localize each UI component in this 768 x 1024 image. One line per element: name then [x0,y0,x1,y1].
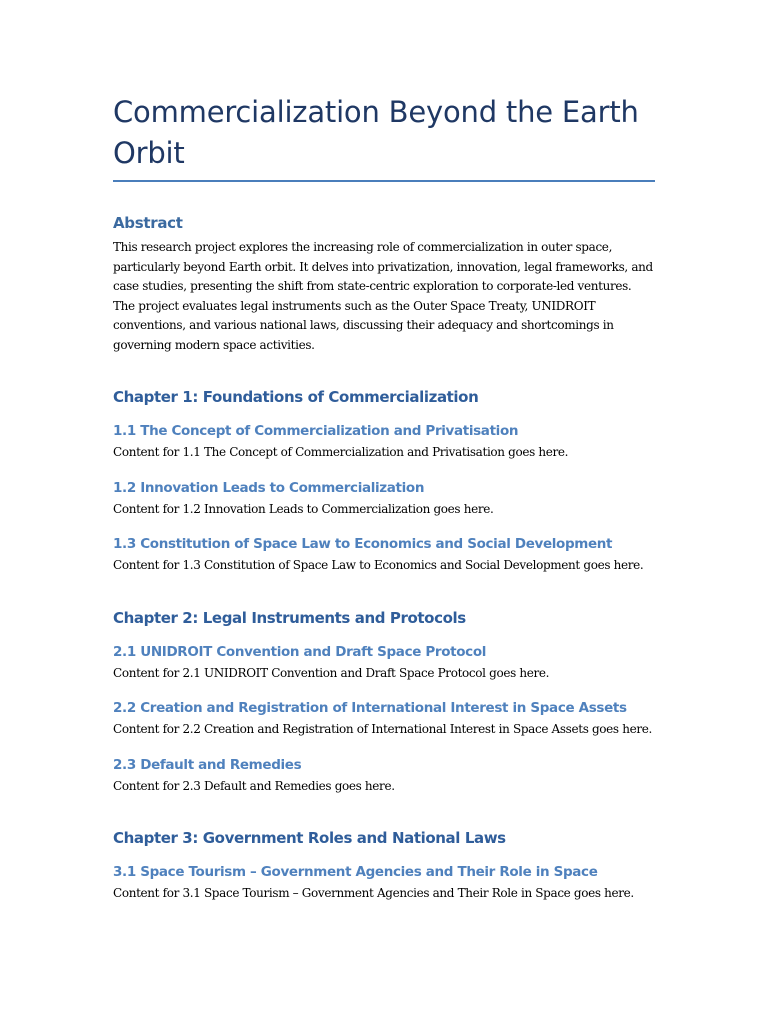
section-heading: 2.1 UNIDROIT Convention and Draft Space Protocol [113,643,487,660]
section-heading: 2.3 Default and Remedies [113,756,302,773]
section-heading: 1.2 Innovation Leads to Commercialization [113,479,425,496]
abstract-text: This research project explores the increasing role of commercialization in outer space, particularly beyond Earth orbit. It delves into privatization, innovation, legal frameworks, and case studies, presenting the shift from state-centric exploration to corporate-led ventures. The project evaluates legal instruments such as the Outer Space Treaty, UNIDROIT conventions, and various national laws, discussing their adequacy and shortcomings in governing modern space activities. [113,240,653,352]
section-content: Content for 2.1 UNIDROIT Convention and Draft Space Protocol goes here. [113,665,550,680]
chapter-2 [113,609,655,797]
chapter-heading: Chapter 2: Legal Instruments and Protocols [113,608,466,627]
section-content: Content for 2.3 Default and Remedies goes here. [113,778,395,793]
section-content: Content for 2.2 Creation and Registration of International Interest in Space Assets goes here. [113,722,652,736]
abstract-heading: Abstract [113,214,183,232]
chapter-heading: Chapter 1: Foundations of Commercialization [113,388,479,406]
section-content: Content for 3.1 Space Tourism – Government Agencies and Their Role in Space goes here. [113,886,634,900]
section-content: Content for 1.2 Innovation Leads to Commercialization goes here. [113,501,494,516]
chapter-1 [113,388,655,576]
chapter-3 [113,829,655,904]
document-page [113,92,655,904]
section-heading: 3.1 Space Tourism – Government Agencies and Their Role in Space [113,864,598,880]
title-divider [113,180,655,182]
section-content: Content for 1.3 Constitution of Space Law to Economics and Social Development goes here. [113,558,644,572]
section-heading: 2.2 Creation and Registration of International Interest in Space Assets [113,700,627,716]
section-content: Content for 1.1 The Concept of Commercialization and Privatisation goes here. [113,445,569,459]
chapter-heading: Chapter 3: Government Roles and National Laws [113,829,506,847]
document-title: Commercialization Beyond the Earth Orbit [113,95,639,170]
section-heading: 1.3 Constitution of Space Law to Economics and Social Development [113,536,613,552]
section-heading: 1.1 The Concept of Commercialization and Privatisation [113,423,519,439]
